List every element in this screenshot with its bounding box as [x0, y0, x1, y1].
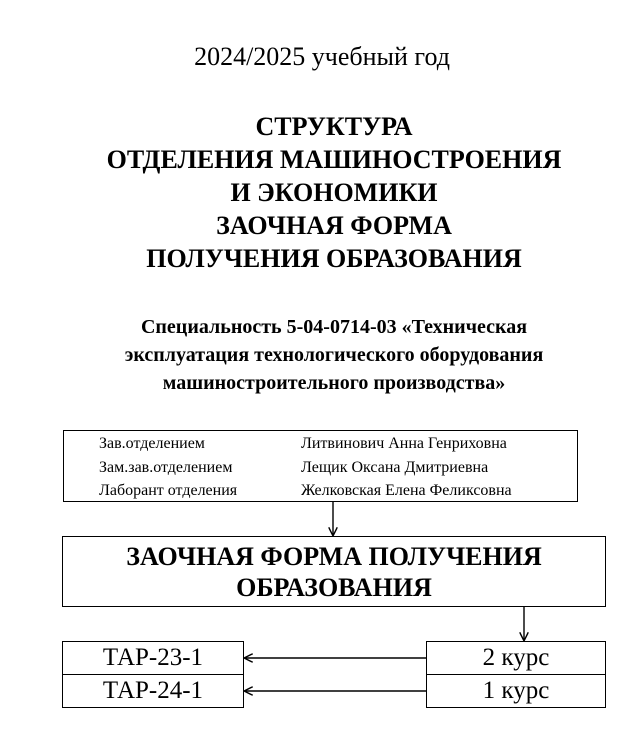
specialty-heading [0, 313, 644, 397]
group-cell: ТАР-24-1 [62, 674, 244, 708]
specialty-line: машиностроительного производства» [162, 372, 506, 394]
staff-row [64, 456, 577, 479]
academic-year: 2024/2025 учебный год [194, 42, 450, 71]
title-line: ЗАОЧНАЯ ФОРМА [216, 211, 452, 240]
group-cell: ТАР-23-1 [62, 641, 244, 675]
specialty-line: Специальность 5-04-0714-03 «Техническая [140, 316, 528, 338]
course-cell: 2 курс [426, 641, 606, 675]
staff-box [63, 430, 578, 502]
staff-row [64, 432, 577, 455]
staff-name: Лещик Оксана Дмитриевна [301, 459, 489, 476]
course-cell: 1 курс [426, 674, 606, 708]
title-line: ОТДЕЛЕНИЯ МАШИНОСТРОЕНИЯ [106, 145, 562, 174]
staff-role: Лаборант отделения [99, 482, 238, 499]
title-line: СТРУКТУРА [255, 112, 413, 141]
page-title [0, 110, 644, 275]
staff-row [64, 479, 577, 502]
form-box-line: ОБРАЗОВАНИЯ [236, 573, 432, 602]
title-line: ПОЛУЧЕНИЯ ОБРАЗОВАНИЯ [146, 244, 522, 273]
staff-name: Литвинович Анна Генриховна [301, 435, 507, 452]
staff-name: Желковская Елена Феликсовна [301, 482, 512, 499]
education-form-box [62, 536, 606, 607]
specialty-line: эксплуатация технологического оборудования [124, 344, 544, 366]
form-box-line: ЗАОЧНАЯ ФОРМА ПОЛУЧЕНИЯ [126, 542, 542, 571]
staff-role: Зам.зав.отделением [99, 459, 233, 476]
title-line: И ЭКОНОМИКИ [230, 178, 438, 207]
staff-role: Зав.отделением [99, 435, 205, 452]
